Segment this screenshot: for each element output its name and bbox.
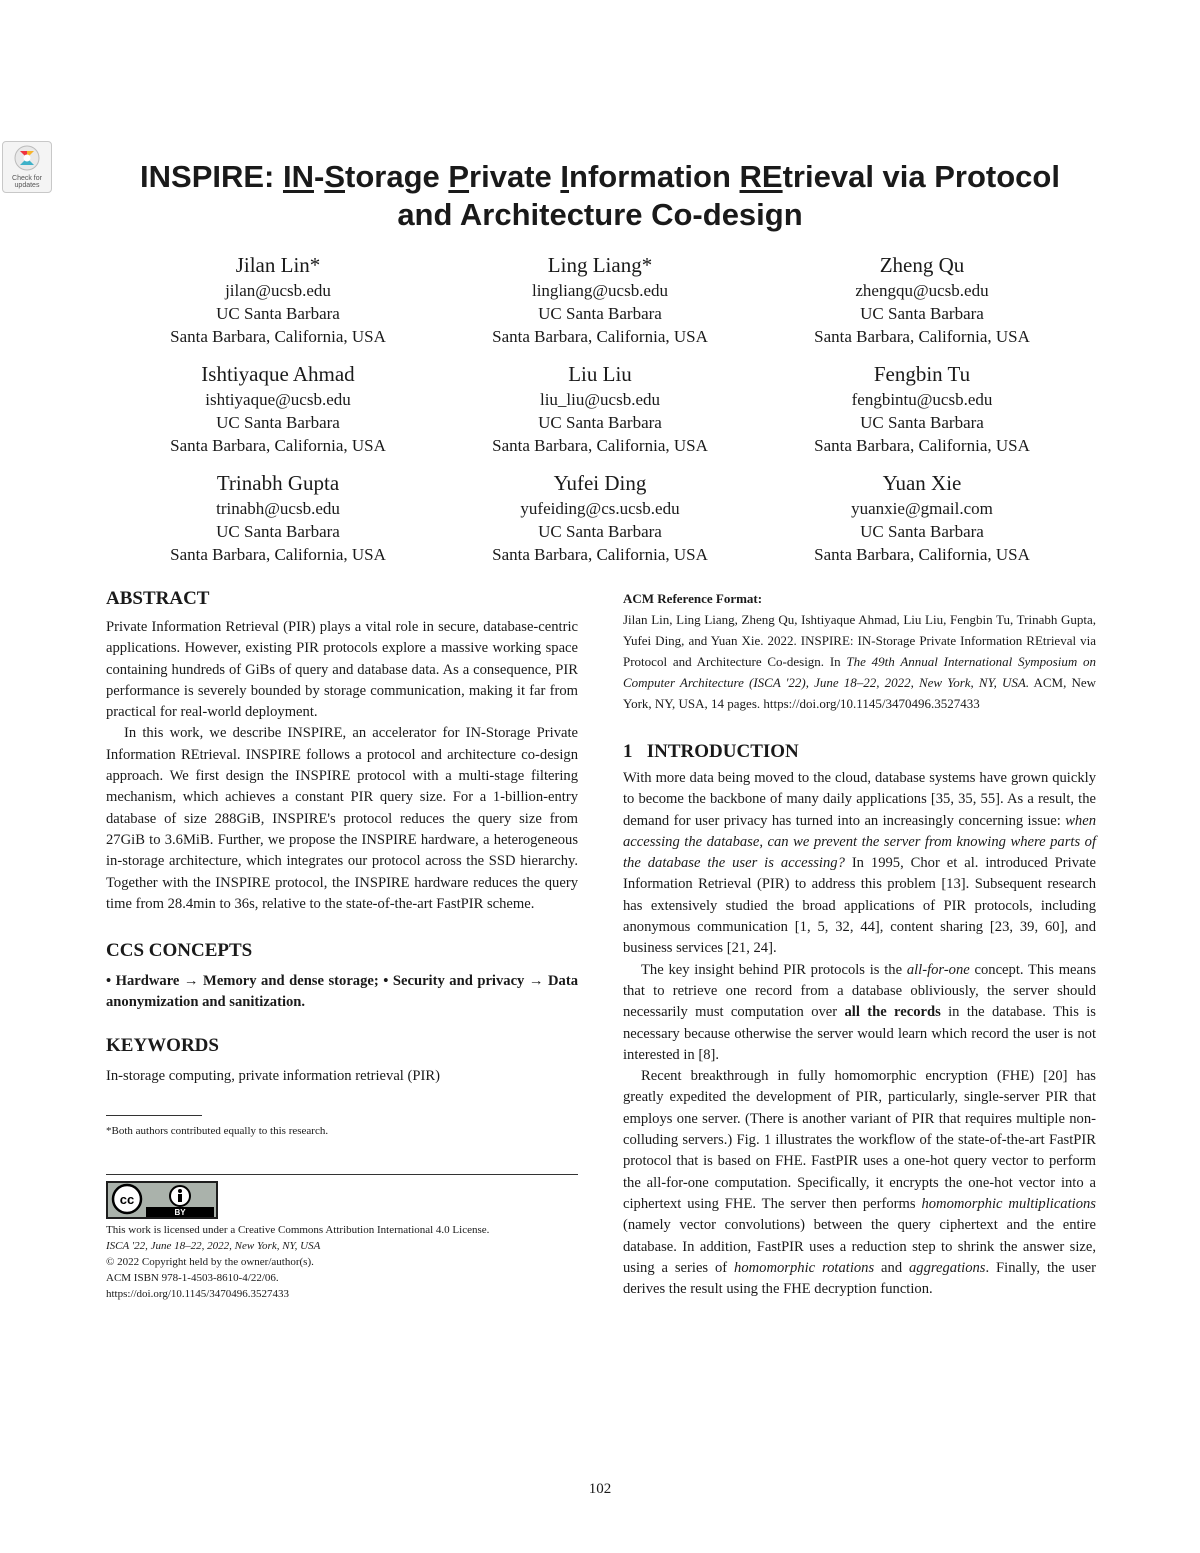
author-affiliation: UC Santa Barbara xyxy=(538,413,662,432)
author-email[interactable]: yuanxie@gmail.com xyxy=(851,499,993,518)
check-for-updates-label: Check for updates xyxy=(12,175,42,189)
license-line-1: This work is licensed under a Creative Commons Attribution International 4.0 License. xyxy=(106,1224,490,1237)
intro-paragraph-1: With more data being moved to the cloud, database systems have grown quickly to become the backbone of many daily applications [35, 35, 55]. As a result, the demand for user privacy has turned into an increasingly concerning issue: when accessing the database, can we prevent the server from knowing where parts of the database the user is accessing? In 1995, Chor et al. introduced Private Information Retrieval (PIR) to address this problem [13]. Subsequent research has extensively studied the broad applications of PIR protocols, including anonymous communication [1, 5, 32, 44], content sharing [23, 39, 60], and business services [21, 24]. xyxy=(623,770,1096,957)
author-block xyxy=(761,252,1083,348)
author-grid xyxy=(117,252,1083,566)
cc-by-icon xyxy=(108,1183,216,1217)
author-block xyxy=(439,361,761,457)
author-location: Santa Barbara, California, USA xyxy=(814,545,1030,564)
author-affiliation: UC Santa Barbara xyxy=(216,304,340,323)
author-name: Liu Liu xyxy=(568,362,632,386)
author-location: Santa Barbara, California, USA xyxy=(170,327,386,346)
license-line-2: ISCA '22, June 18–22, 2022, New York, NY, USA xyxy=(106,1240,321,1253)
paper-title: INSPIRE: IN-Storage Private Information REtrieval via Protocol and Architecture Co-design xyxy=(140,159,1060,232)
author-block xyxy=(439,252,761,348)
license-line-3: © 2022 Copyright held by the owner/author(s). xyxy=(106,1256,314,1269)
author-location: Santa Barbara, California, USA xyxy=(170,545,386,564)
check-for-updates-badge[interactable] xyxy=(2,141,52,193)
introduction-heading: 1 INTRODUCTION xyxy=(623,741,799,762)
acm-reference-venue: The 49th Annual International Symposium on Computer Architecture (ISCA '22), June 18–22, 2022, New York, NY, USA. xyxy=(623,654,1096,690)
author-footnote: *Both authors contributed equally to this research. xyxy=(106,1125,329,1138)
author-block xyxy=(117,361,439,457)
abstract-paragraph-2: In this work, we describe INSPIRE, an accelerator for IN-Storage Private Information REtrieval. INSPIRE follows a protocol and architecture co-design approach. We first design the INSPIRE protocol with a multi-stage filtering mechanism, which achieves a constant PIR query size. For a 1-billion-entry database of size 288GiB, INSPIRE's protocol reduces the query size from 27GiB to 3.6MiB. Further, we propose the INSPIRE hardware, a heterogeneous in-storage architecture, which integrates our protocol across the SSD hierarchy. Together with the INSPIRE protocol, the INSPIRE hardware reduces the query time from 28.4min to 36s, relative to the state-of-the-art FastPIR scheme. xyxy=(106,725,578,912)
author-name: Zheng Qu xyxy=(879,253,965,277)
author-name: Fengbin Tu xyxy=(873,362,971,386)
author-email[interactable]: ishtiyaque@ucsb.edu xyxy=(205,390,351,409)
author-email[interactable]: trinabh@ucsb.edu xyxy=(216,499,340,518)
author-email[interactable]: lingliang@ucsb.edu xyxy=(531,281,669,300)
author-location: Santa Barbara, California, USA xyxy=(814,327,1030,346)
abstract-heading: ABSTRACT xyxy=(106,588,210,609)
crossmark-icon xyxy=(14,145,40,171)
ccs-concepts-text: • Hardware → Memory and dense storage; • Security and privacy → Data anonymization and sanitization. xyxy=(106,973,578,1011)
author-name: Ishtiyaque Ahmad xyxy=(201,362,355,386)
author-location: Santa Barbara, California, USA xyxy=(492,436,708,455)
author-name: Trinabh Gupta xyxy=(216,471,340,495)
license-rule xyxy=(106,1174,578,1175)
author-email[interactable]: liu_liu@ucsb.edu xyxy=(539,390,660,409)
author-block xyxy=(439,470,761,566)
author-location: Santa Barbara, California, USA xyxy=(170,436,386,455)
keywords-text: In-storage computing, private information retrieval (PIR) xyxy=(106,1067,440,1084)
author-name: Ling Liang* xyxy=(547,253,653,277)
license-line-4: ACM ISBN 978-1-4503-8610-4/22/06. xyxy=(106,1272,279,1285)
author-name: Jilan Lin* xyxy=(235,253,321,277)
author-email[interactable]: yufeiding@cs.ucsb.edu xyxy=(520,499,680,518)
keywords-heading: KEYWORDS xyxy=(106,1034,219,1056)
ccs-concepts-heading: CCS CONCEPTS xyxy=(106,940,253,962)
author-email[interactable]: jilan@ucsb.edu xyxy=(225,281,331,300)
author-name: Yufei Ding xyxy=(553,471,647,495)
author-block xyxy=(117,252,439,348)
author-name: Yuan Xie xyxy=(882,471,962,495)
cc-by-license-badge[interactable] xyxy=(106,1181,218,1219)
author-email[interactable]: zhengqu@ucsb.edu xyxy=(855,281,989,300)
author-affiliation: UC Santa Barbara xyxy=(860,413,984,432)
acm-reference-text xyxy=(623,609,1096,714)
author-location: Santa Barbara, California, USA xyxy=(814,436,1030,455)
author-location: Santa Barbara, California, USA xyxy=(492,545,708,564)
intro-paragraph-2: The key insight behind PIR protocols is the all-for-one concept. This means that to retrieve one record from a database obliviously, the server should necessarily must computation over all the records in the database. This is necessary because otherwise the server would learn which record the user is not interested in [8]. xyxy=(623,961,1096,1063)
acm-reference-heading: ACM Reference Format: xyxy=(623,591,763,606)
author-block xyxy=(761,361,1083,457)
license-text xyxy=(106,1222,578,1302)
cc-badge-right-text: BY xyxy=(174,1208,186,1218)
author-affiliation: UC Santa Barbara xyxy=(538,522,662,541)
right-column xyxy=(623,589,1096,1300)
author-block xyxy=(117,470,439,566)
abstract-paragraph-1: Private Information Retrieval (PIR) plays a vital role in secure, database-centric applications. However, existing PIR protocols explore a massive working space containing hundreds of GiBs of query and database data. As a consequence, PIR performance is severely bounded by storage communication, making it far from practical for real-world deployment. xyxy=(106,619,578,721)
author-email[interactable]: fengbintu@ucsb.edu xyxy=(851,390,993,409)
acm-reference-tail: ACM, New York, NY, USA, 14 pages. https://doi.org/10.1145/3470496.3527433 xyxy=(623,675,1096,711)
author-location: Santa Barbara, California, USA xyxy=(492,327,708,346)
acm-reference-authors: Jilan Lin, Ling Liang, Zheng Qu, Ishtiyaque Ahmad, Liu Liu, Fengbin Tu, Trinabh Gupta, Yufei Ding, and Yuan Xie. 2022. INSPIRE: IN-Storage Private Information REtrieval via Protocol and Architecture Co-design. In xyxy=(623,612,1096,669)
author-affiliation: UC Santa Barbara xyxy=(216,522,340,541)
author-affiliation: UC Santa Barbara xyxy=(860,304,984,323)
left-column xyxy=(106,587,578,1302)
author-block xyxy=(761,470,1083,566)
cc-badge-left-text: cc xyxy=(119,1192,135,1208)
author-affiliation: UC Santa Barbara xyxy=(216,413,340,432)
page-number: 102 xyxy=(588,1481,612,1497)
author-affiliation: UC Santa Barbara xyxy=(538,304,662,323)
license-doi-link[interactable]: https://doi.org/10.1145/3470496.3527433 xyxy=(106,1288,290,1301)
footnote-rule xyxy=(106,1115,202,1116)
author-affiliation: UC Santa Barbara xyxy=(860,522,984,541)
intro-paragraph-3: Recent breakthrough in fully homomorphic encryption (FHE) [20] has greatly expedited the development of PIR, particularly, single-server PIR that employs one server. (There is another variant of PIR that requires multiple non-colluding servers.) Fig. 1 illustrates the workflow of the state-of-the-art FastPIR protocol that is based on FHE. FastPIR uses a one-hot query vector to perform the all-for-one computation. Specifically, it encrypts the one-hot vector into a ciphertext using FHE. The server then performs homomorphic multiplications (namely vector convolutions) between the query ciphertext and the entire database. In addition, FastPIR uses a reduction step to shrink the answer size, using a series of homomorphic rotations and aggregations. Finally, the user derives the result using the FHE decryption function. xyxy=(623,1068,1096,1298)
